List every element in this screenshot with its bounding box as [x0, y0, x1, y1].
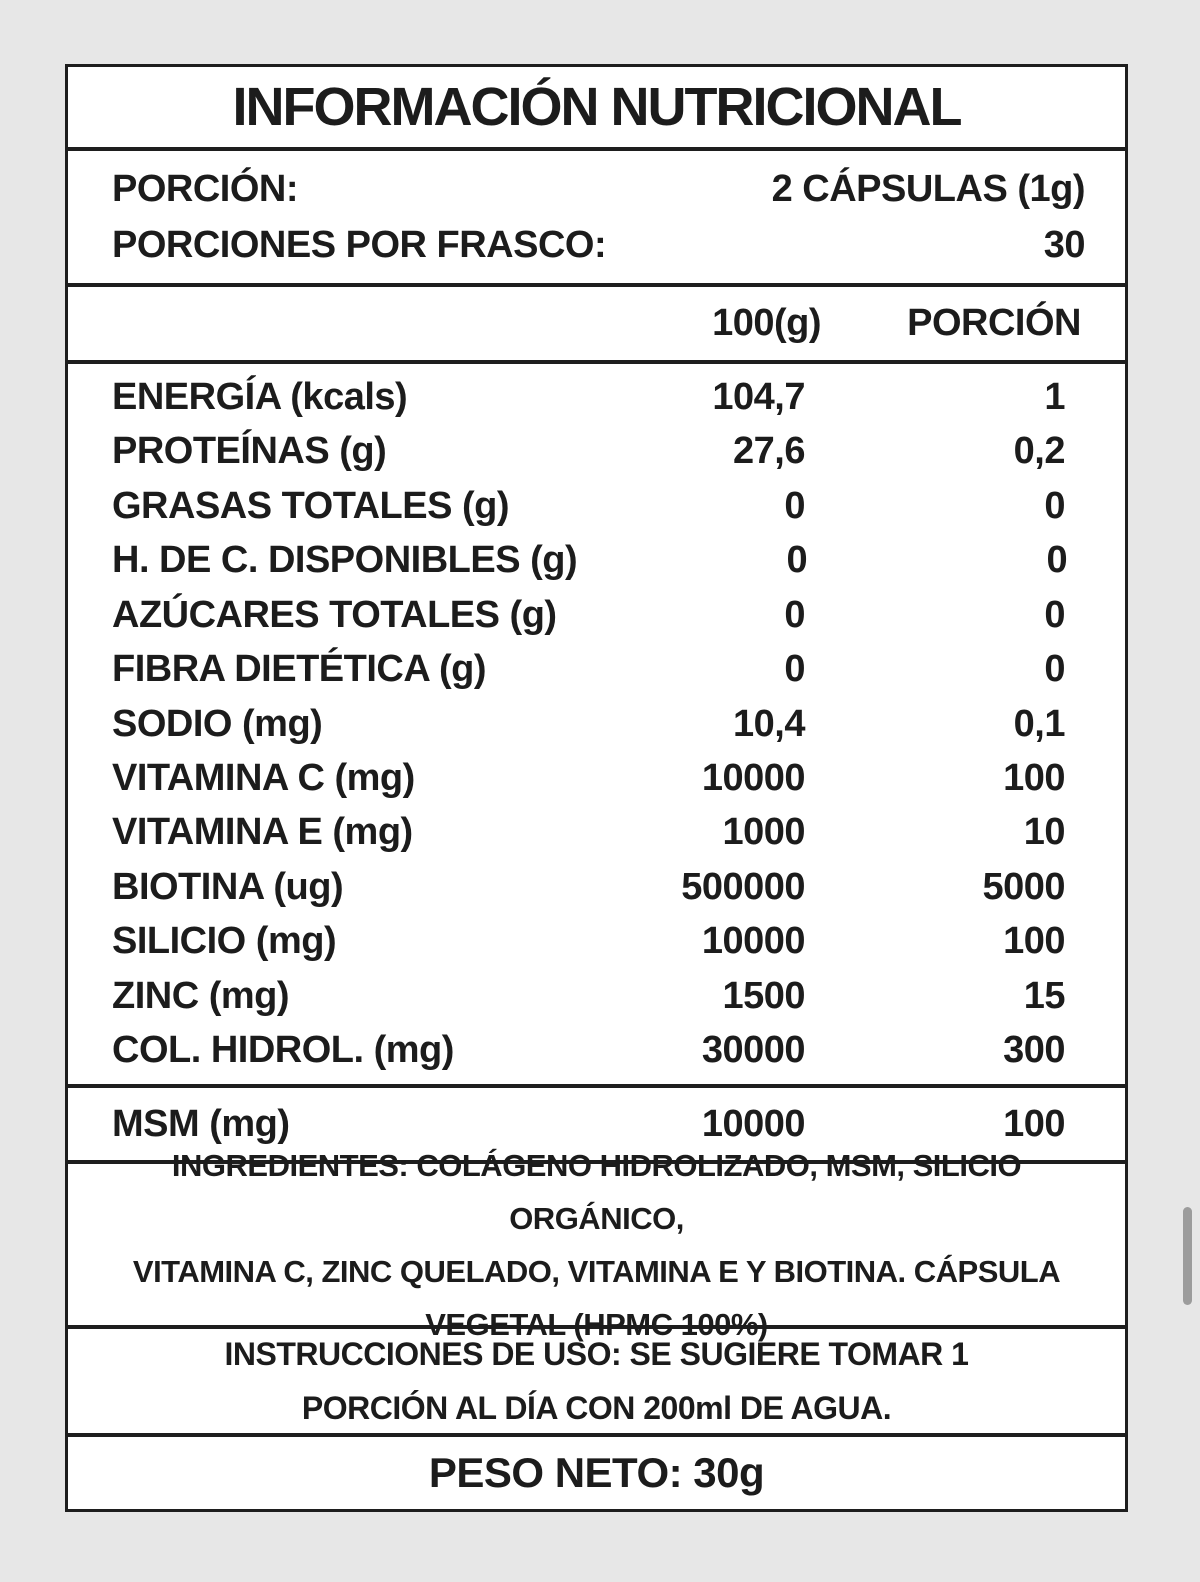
nutrient-portion: 15 — [1023, 974, 1065, 1017]
nutrient-per100: 10,4 — [733, 702, 805, 745]
instructions-section — [68, 1329, 1125, 1437]
nutrient-portion: 10 — [1023, 811, 1065, 854]
serving-row — [112, 161, 1085, 217]
nutrient-portion: 0,1 — [1013, 702, 1065, 745]
nutrient-portion: 100 — [1003, 1102, 1065, 1145]
nutrient-per100: 10000 — [701, 1102, 805, 1145]
nutrient-portion: 100 — [1003, 920, 1065, 963]
nutrient-name: ZINC (mg) — [112, 974, 290, 1017]
nutrient-per100: 1000 — [722, 811, 805, 854]
instructions-line: PORCIÓN AL DÍA CON 200ml DE AGUA. — [301, 1390, 892, 1426]
serving-label: PORCIÓN: — [112, 167, 298, 210]
nutrient-name: H. DE C. DISPONIBLES (g) — [112, 539, 578, 582]
net-weight-value: PESO NETO: 30g — [428, 1449, 765, 1496]
table-row — [68, 860, 1125, 914]
servings-per-container-row — [112, 217, 1085, 273]
title-section — [68, 67, 1125, 151]
servings-per-container-label: PORCIONES POR FRASCO: — [112, 223, 607, 266]
nutrient-per100: 0 — [784, 648, 805, 691]
table-row — [68, 479, 1125, 533]
nutrient-per100: 104,7 — [712, 375, 805, 418]
nutrient-per100: 0 — [784, 484, 805, 527]
table-row — [68, 642, 1125, 696]
page-title: INFORMACIÓN NUTRICIONAL — [232, 77, 961, 137]
nutrient-portion: 0 — [1046, 539, 1068, 582]
column-header-per100: 100(g) — [712, 302, 821, 344]
table-row — [68, 697, 1125, 751]
table-row — [68, 1024, 1125, 1078]
serving-value: 2 CÁPSULAS (1g) — [771, 167, 1085, 210]
nutrient-portion: 0 — [1044, 484, 1065, 527]
nutrient-portion: 100 — [1003, 757, 1065, 800]
vertical-scrollbar-thumb[interactable] — [1183, 1207, 1192, 1305]
nutrient-portion: 1 — [1044, 375, 1065, 418]
nutrient-name: ENERGÍA (kcals) — [112, 375, 408, 418]
ingredients-line: VITAMINA C, ZINC QUELADO, VITAMINA E Y BIOTINA. CÁPSULA — [132, 1253, 1061, 1289]
ingredients-line: INGREDIENTES: COLÁGENO HIDROLIZADO, MSM, SILICIO ORGÁNICO, — [171, 1147, 1022, 1236]
nutrient-name: GRASAS TOTALES (g) — [112, 484, 510, 527]
nutrient-portion: 0 — [1044, 593, 1065, 636]
nutrient-name: PROTEÍNAS (g) — [112, 430, 387, 473]
nutrient-portion: 0,2 — [1013, 430, 1065, 473]
serving-section — [68, 151, 1125, 287]
nutrient-name: AZÚCARES TOTALES (g) — [112, 593, 557, 636]
nutrient-portion: 0 — [1044, 648, 1065, 691]
table-row — [68, 751, 1125, 805]
table-row — [68, 915, 1125, 969]
table-row — [68, 969, 1125, 1023]
nutrient-name: COL. HIDROL. (mg) — [112, 1029, 454, 1072]
table-row — [68, 588, 1125, 642]
nutrient-name: SILICIO (mg) — [112, 920, 337, 963]
nutrient-per100: 10000 — [701, 920, 805, 963]
nutrient-name: SODIO (mg) — [112, 702, 323, 745]
nutrient-table — [68, 364, 1125, 1088]
instructions-line: INSTRUCCIONES DE USO: SE SUGIERE TOMAR 1 — [224, 1336, 969, 1372]
servings-per-container-value: 30 — [1043, 223, 1085, 266]
table-row — [68, 533, 1125, 587]
nutrient-per100: 30000 — [701, 1029, 805, 1072]
nutrient-per100: 0 — [786, 539, 808, 582]
column-header-row — [68, 287, 1125, 364]
nutrient-name: VITAMINA C (mg) — [112, 757, 415, 800]
column-header-portion: PORCIÓN — [907, 302, 1081, 344]
nutrient-portion: 300 — [1003, 1029, 1065, 1072]
nutrient-per100: 500000 — [681, 865, 805, 908]
ingredients-line: VEGETAL (HPMC 100%) — [425, 1306, 768, 1342]
nutrient-portion: 5000 — [982, 865, 1065, 908]
nutrient-per100: 1500 — [722, 974, 805, 1017]
table-row — [68, 424, 1125, 478]
nutrition-label — [65, 64, 1128, 1512]
nutrient-per100: 10000 — [701, 757, 805, 800]
nutrient-per100: 27,6 — [733, 430, 805, 473]
table-row — [68, 370, 1125, 424]
table-row — [68, 806, 1125, 860]
net-weight-section — [68, 1437, 1125, 1509]
nutrient-name: FIBRA DIETÉTICA (g) — [112, 648, 486, 691]
nutrient-name: MSM (mg) — [112, 1102, 290, 1145]
nutrient-name: BIOTINA (ug) — [112, 865, 344, 908]
ingredients-section — [68, 1147, 1125, 1342]
nutrient-name: VITAMINA E (mg) — [112, 811, 413, 854]
nutrient-per100: 0 — [784, 593, 805, 636]
